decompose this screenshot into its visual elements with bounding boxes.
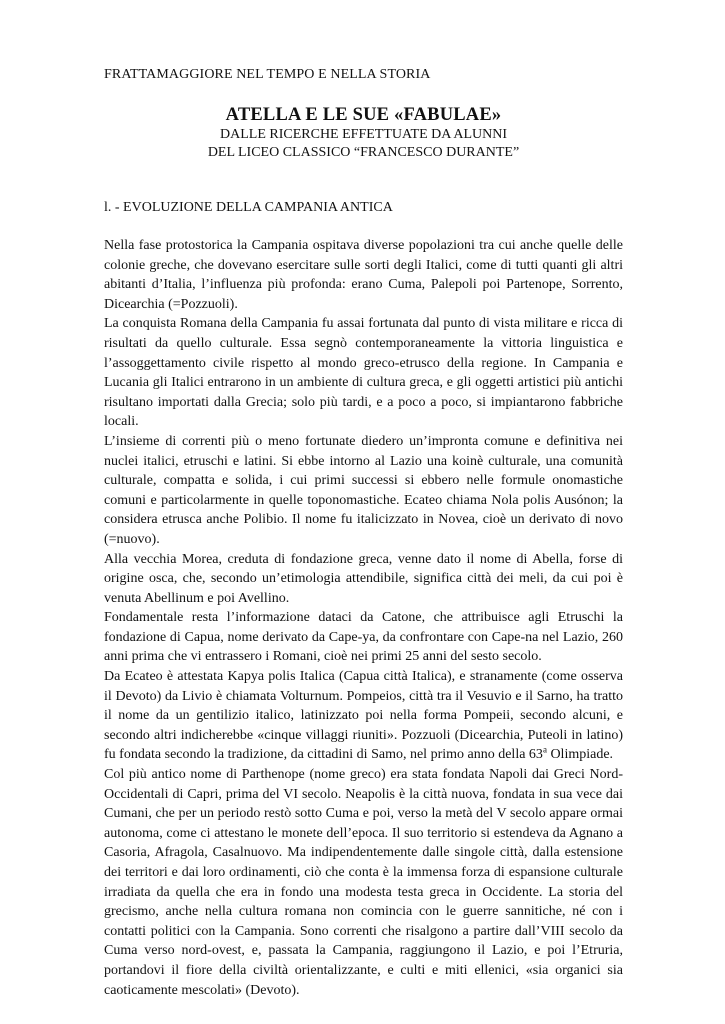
document-page (104, 66, 623, 1000)
paragraph-7: Col più antico nome di Parthenope (nome greco) era stata fondata Napoli dai Greci Nord-Occidentali di Capri, prima del VI secolo. Neapolis è la città nuova, fondata in sua vece dai Cumani, che per un periodo restò sotto Cuma e poi, verso la metà del V secolo appare ormai autonoma, come ci attestano le monete dell’epoca. Il suo territorio si estendeva da Agnano a Casoria, Afragola, Casalnuovo. Ma indipendentemente dalle singole città, dalla estensione dei territori e dai loro ordinamenti, ciò che conta è la immensa forza di espansione culturale irradiata da quella che era in fondo una modesta testa greca in Occidente. La storia del grecismo, anche nella cultura romana non comincia con le guerre sannitiche, né con i contatti politici con la Campania. Sono correnti che risalgono a partire dall’VIII secolo da Cuma verso nord-ovest, e, passata la Campania, raggiungono il Lazio, e poi l’Etruria, portandovi il fiore della civiltà orientalizzante, e culti e miti ellenici, «sia organici sia caoticamente mescolati» (Devoto). (104, 767, 623, 998)
olympiad-superscript: a (542, 744, 547, 755)
paragraph-6 (104, 667, 623, 765)
title-block (104, 104, 623, 162)
subtitle-line-2: DEL LICEO CLASSICO “FRANCESCO DURANTE” (207, 145, 520, 160)
body-text (104, 236, 623, 1000)
section-heading: l. - EVOLUZIONE DELLA CAMPANIA ANTICA (104, 200, 393, 215)
paragraph-6-tail: Olimpiade. (546, 747, 614, 763)
paragraph-5: Fondamentale resta l’informazione dataci da Catone, che attribuisce agli Etruschi la fondazione di Capua, nome derivato da Cape-ya, da confrontare con Cape-na nel Lazio, 260 anni prima che vi entrassero i Romani, cioè nei primi 25 anni del sesto secolo. (104, 610, 623, 665)
paragraph-4: Alla vecchia Morea, creduta di fondazione greca, venne dato il nome di Abella, forse di origine osca, che, secondo un’etimologia attendibile, significa città dei meli, da cui poi è venuta Abellinum e poi Avellino. (104, 551, 623, 606)
paragraph-1: Nella fase protostorica la Campania ospitava diverse popolazioni tra cui anche quelle delle colonie greche, che dovevano esercitare sulle sorti degli Italici, come di tutti quanti gli altri abitanti d’Italia, l’influenza più profonda: erano Cuma, Palepoli poi Partenope, Sorrento, Dicearchia (=Pozzuoli). (104, 238, 623, 312)
paragraph-6-text: Da Ecateo è attestata Kapya polis Italica (Capua città Italica), e stranamente (come osserva il Devoto) da Livio è chiamata Volturnum. Pompeios, città tra il Vesuvio e il Sarno, ha tratto il nome da un gentilizio italico, latinizzato poi nella forma Pompeii, secondo alcuni, e secondo altri indicherebbe «cinque villaggi riuniti». Pozzuoli (Dicearchia, Puteoli in latino) fu fondata secondo la tradizione, da cittadini di Samo, nel primo anno della 63 (104, 669, 623, 763)
document-title: ATELLA E LE SUE «FABULAE» (225, 105, 502, 125)
paragraph-2: La conquista Romana della Campania fu assai fortunata dal punto di vista militare e ricca di risultati da quello culturale. Essa segnò contemporaneamente la vittoria linguistica e l’assoggettamento civile rispetto al mondo greco-etrusco della regione. In Campania e Lucania gli Italici entrarono in un ambiente di cultura greca, e gli oggetti artistici più antichi risultano importati dalla Grecia; solo più tardi, e a poco a poco, si impiantarono fabbriche locali. (104, 316, 623, 430)
running-head: FRATTAMAGGIORE NEL TEMPO E NELLA STORIA (104, 67, 431, 82)
subtitle-line-1: DALLE RICERCHE EFFETTUATE DA ALUNNI (220, 127, 507, 142)
paragraph-3: L’insieme di correnti più o meno fortunate diedero un’impronta comune e definitiva nei nuclei italici, etruschi e latini. Si ebbe intorno al Lazio una koinè culturale, una comunità culturale, compatta e solida, i cui primi successi si ebbero nelle formule onomastiche comuni e particolarmente in quelle toponomastiche. Ecateo chiama Nola polis Ausónon; la considera etrusca anche Polibio. Il nome fu italicizzato in Novea, cioè un derivato di novo (=nuovo). (104, 433, 623, 547)
